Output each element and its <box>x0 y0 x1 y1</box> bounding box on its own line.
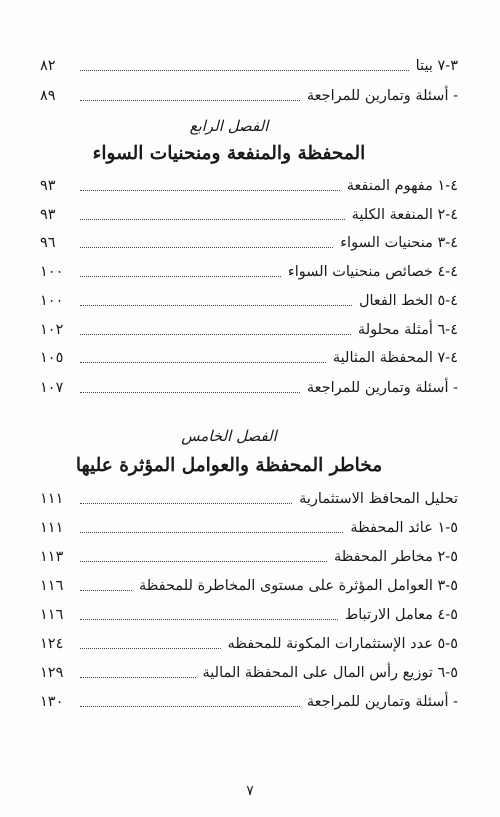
toc-entry-page: ١١٣ <box>40 549 64 565</box>
toc-entry <box>40 574 458 596</box>
toc-entry-title: ٥-٤ معامل الارتباط <box>344 607 458 623</box>
toc-entry-page: ١١٦ <box>40 607 64 623</box>
toc-entry <box>40 289 458 311</box>
dot-leader <box>80 246 333 248</box>
toc-entry-page: ١٠٠ <box>40 264 64 280</box>
dot-leader <box>80 705 300 707</box>
dot-leader <box>80 647 221 649</box>
toc-entry <box>40 516 458 538</box>
toc-entry-page: ١٠٧ <box>40 380 64 396</box>
toc-entry-title: - أسئلة وتمارين للمراجعة <box>306 380 458 396</box>
dot-leader <box>80 304 352 306</box>
toc-entry <box>40 318 458 340</box>
dot-leader <box>80 218 345 220</box>
toc-entry <box>40 346 458 368</box>
chapter-title: مخاطر المحفظة والعوامل المؤثرة عليها <box>75 455 383 476</box>
toc-entry-title: ٤-٧ المحفظة المثالية <box>332 350 458 366</box>
toc-entry-title: ٣-٧ بيتا <box>415 58 458 74</box>
toc-entry-page: ١٠٠ <box>40 293 64 309</box>
toc-entry <box>40 661 458 683</box>
chapter-label: الفصل الرابع <box>189 117 269 135</box>
toc-entry-page: ١٠٢ <box>40 322 64 338</box>
dot-leader <box>80 502 292 504</box>
toc-entry <box>40 632 458 654</box>
dot-leader <box>80 99 300 101</box>
toc-entry-title: ٤-٤ خصائص منحنيات السواء <box>287 264 458 280</box>
toc-entry-title: ٥-٣ العوامل المؤثرة على مستوى المخاطرة للمحفظة <box>139 578 458 594</box>
toc-entry-title: ٤-٣ منحنيات السواء <box>340 235 458 251</box>
toc-entry <box>40 231 458 253</box>
toc-entry-title: تحليل المحافظ الاستثمارية <box>299 491 458 507</box>
toc-entry-title: ٤-٥ الخط الفعال <box>358 293 458 309</box>
toc-entry-title: - أسئلة وتمارين للمراجعة <box>306 88 458 104</box>
page-number: ٧ <box>246 783 254 799</box>
toc-entry <box>40 203 458 225</box>
dot-leader <box>80 676 196 678</box>
toc-entry <box>40 690 458 712</box>
toc-entry-title: ٥-٥ عدد الإستثمارات المكونة للمحفظه <box>227 636 458 652</box>
toc-entry-page: ٩٣ <box>40 207 56 223</box>
toc-entry <box>40 487 458 509</box>
toc-entry-page: ١١٦ <box>40 578 64 594</box>
toc-entry <box>40 260 458 282</box>
toc-entry <box>40 603 458 625</box>
dot-leader <box>80 361 326 363</box>
dot-leader <box>80 589 132 591</box>
toc-entry-title: ٥-٢ مخاطر المحفظة <box>334 549 458 565</box>
toc-entry-page: ٨٩ <box>40 88 56 104</box>
chapter-title: المحفظة والمنفعة ومنحنيات السواء <box>92 143 366 164</box>
toc-entry-page: ١١١ <box>40 491 64 507</box>
toc-entry-page: ٩٣ <box>40 178 56 194</box>
toc-entry-page: ٩٦ <box>40 235 56 251</box>
dot-leader <box>80 560 327 562</box>
toc-entry-title: ٥-٦ توزيع رأس المال على المحفظة المالية <box>202 665 458 681</box>
toc-entry <box>40 54 458 76</box>
dot-leader <box>80 531 343 533</box>
toc-entry-title: ٥-١ عائد المحفظة <box>350 520 458 536</box>
toc-entry <box>40 545 458 567</box>
dot-leader <box>80 618 338 620</box>
toc-entry-page: ٨٢ <box>40 58 56 74</box>
chapter-label: الفصل الخامس <box>181 427 277 445</box>
dot-leader <box>80 69 409 71</box>
toc-entry-page: ١٣٠ <box>40 694 64 710</box>
dot-leader <box>80 391 300 393</box>
toc-entry <box>40 174 458 196</box>
dot-leader <box>80 189 340 191</box>
toc-entry-page: ١١١ <box>40 520 64 536</box>
toc-entry-title: ٤-١ مفهوم المنفعة <box>346 178 458 194</box>
toc-entry-page: ١٠٥ <box>40 350 64 366</box>
toc-entry-title: - أسئلة وتمارين للمراجعة <box>306 694 458 710</box>
toc-entry <box>40 84 458 106</box>
toc-entry-page: ١٢٤ <box>40 636 64 652</box>
toc-entry-title: ٤-٦ أمثلة محلولة <box>357 322 458 338</box>
toc-entry-title: ٤-٢ المنفعة الكلية <box>351 207 458 223</box>
toc-entry <box>40 376 458 398</box>
toc-entry-page: ١٢٩ <box>40 665 64 681</box>
dot-leader <box>80 275 281 277</box>
dot-leader <box>80 333 351 335</box>
